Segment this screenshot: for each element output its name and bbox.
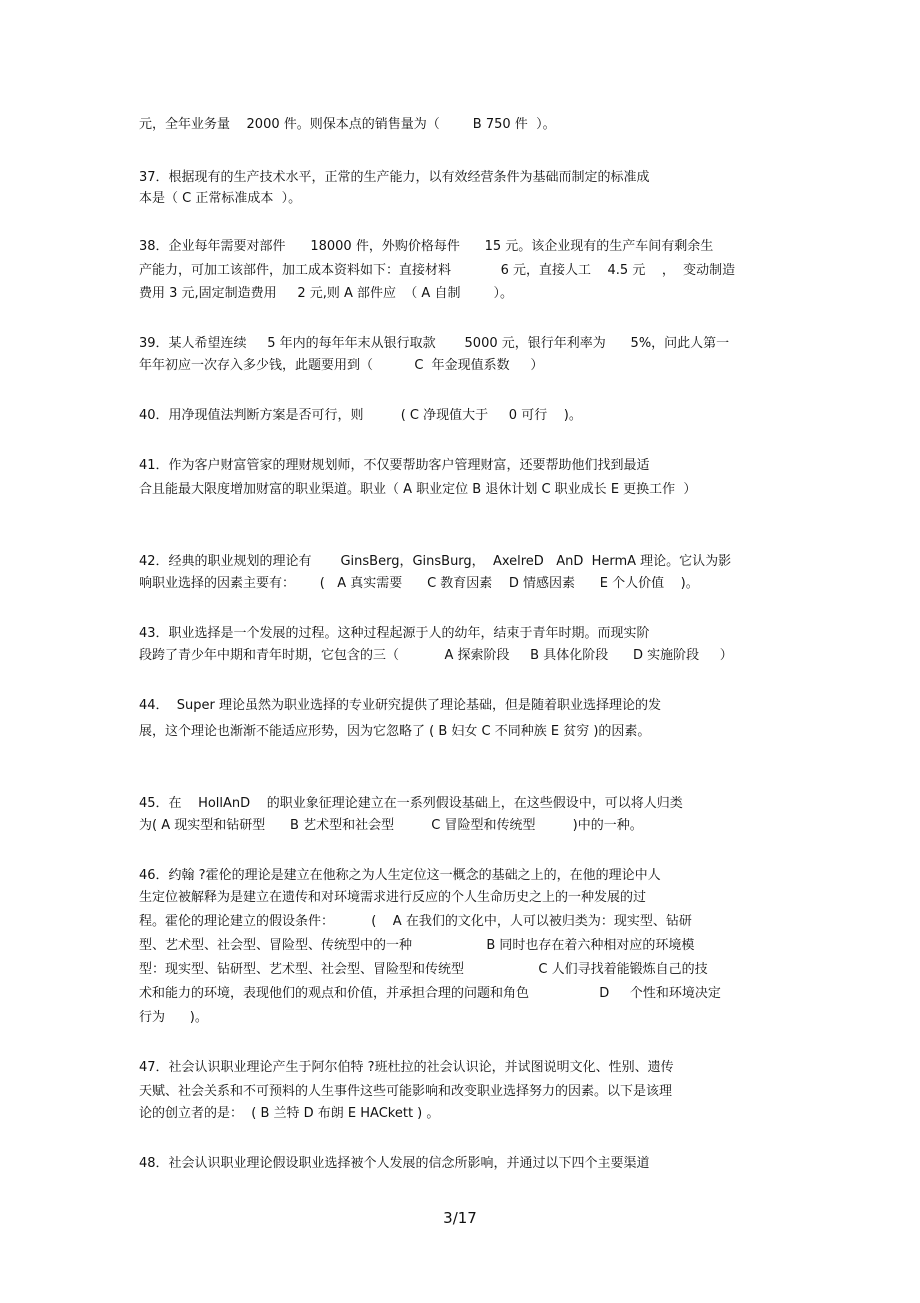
text-line: 术和能力的环境，表现他们的观点和价值，并承担合理的问题和角色 D 个性和环境决定 <box>139 986 721 1001</box>
text-line: 型：现实型、钻研型、艺术型、社会型、冒险型和传统型 C 人们寻找着能锻炼自己的技 <box>139 962 708 977</box>
text-line: 45．在 HollAnD 的职业象征理论建立在一系列假设基础上，在这些假设中，可以将人归类 <box>139 796 683 811</box>
text-line: 44． Super 理论虽然为职业选择的专业研究提供了理论基础，但是随着职业选择理论的发 <box>139 698 662 713</box>
text-line: 本是（ C 正常标准成本 ）。 <box>139 191 302 206</box>
text-line: 42．经典的职业规划的理论有 GinsBerg，GinsBurg， AxelreD AnD HermA 理论。它认为影 <box>139 554 732 569</box>
text-line: 型、艺术型、社会型、冒险型、传统型中的一种 B 同时也存在着六种相对应的环境模 <box>139 938 695 953</box>
text-line: 43．职业选择是一个发展的过程。这种过程起源于人的幼年，结束于青年时期。而现实阶 <box>139 626 650 641</box>
text-line: 费用 3 元,固定制造费用 2 元,则 A 部件应 （ A 自制 ）。 <box>139 286 514 301</box>
text-line: 40．用净现值法判断方案是否可行，则 ( C 净现值大于 0 可行 )。 <box>139 408 582 423</box>
text-line: 行为 )。 <box>139 1010 208 1025</box>
text-line: 为( A 现实型和钻研型 B 艺术型和社会型 C 冒险型和传统型 )中的一种。 <box>139 818 643 833</box>
text-line: 合且能最大限度增加财富的职业渠道。职业（ A 职业定位 B 退休计划 C 职业成长 E 更换工作 ） <box>139 482 697 497</box>
text-line: 天赋、社会关系和不可预料的人生事件这些可能影响和改变职业选择努力的因素。以下是该理 <box>139 1084 673 1099</box>
text-line: 37．根据现有的生产技术水平，正常的生产能力，以有效经营条件为基础而制定的标准成 <box>139 170 650 185</box>
text-line: 38．企业每年需要对部件 18000 件，外购价格每件 15 元。该企业现有的生产车间有剩余生 <box>139 239 714 254</box>
text-line: 48．社会认识职业理论假设职业选择被个人发展的信念所影响，并通过以下四个主要渠道 <box>139 1156 650 1171</box>
text-line: 论的创立者的是： ( B 兰特 D 布朗 E HACkett ) 。 <box>139 1106 440 1121</box>
text-line: 响职业选择的因素主要有： ( A 真实需要 C 教育因素 D 情感因素 E 个人价值 )。 <box>139 576 699 591</box>
text-line: 元，全年业务量 2000 件。则保本点的销售量为（ B 750 件 ）。 <box>139 117 556 132</box>
text-line: 段跨了青少年中期和青年时期，它包含的三（ A 探索阶段 B 具体化阶段 D 实施阶段 ） <box>139 648 733 663</box>
text-line: 46．约翰 ?霍伦的理论是建立在他称之为人生定位这一概念的基础之上的，在他的理论中人 <box>139 868 661 883</box>
text-line: 年年初应一次存入多少钱，此题要用到（ C 年金现值系数 ） <box>139 358 544 373</box>
text-line: 产能力，可加工该部件，加工成本资料如下：直接材料 6 元，直接人工 4.5 元 ， 变动制造 <box>139 263 736 278</box>
text-line: 展，这个理论也渐渐不能适应形势，因为它忽略了 ( B 妇女 C 不同种族 E 贫穷 )的因素。 <box>139 724 651 739</box>
text-line: 39．某人希望连续 5 年内的每年年末从银行取款 5000 元，银行年利率为 5%，问此人第一 <box>139 336 730 351</box>
page-number: 3/17 <box>443 1209 477 1227</box>
text-line: 41．作为客户财富管家的理财规划师，不仅要帮助客户管理财富，还要帮助他们找到最适 <box>139 458 650 473</box>
text-line: 生定位被解释为是建立在遗传和对环境需求进行反应的个人生命历史之上的一种发展的过 <box>139 890 647 905</box>
text-line: 程。霍伦的理论建立的假设条件： ( A 在我们的文化中，人可以被归类为：现实型、钻研 <box>139 914 692 929</box>
text-line: 47．社会认识职业理论产生于阿尔伯特 ?班杜拉的社会认识论，并试图说明文化、性别、遗传 <box>139 1060 674 1075</box>
